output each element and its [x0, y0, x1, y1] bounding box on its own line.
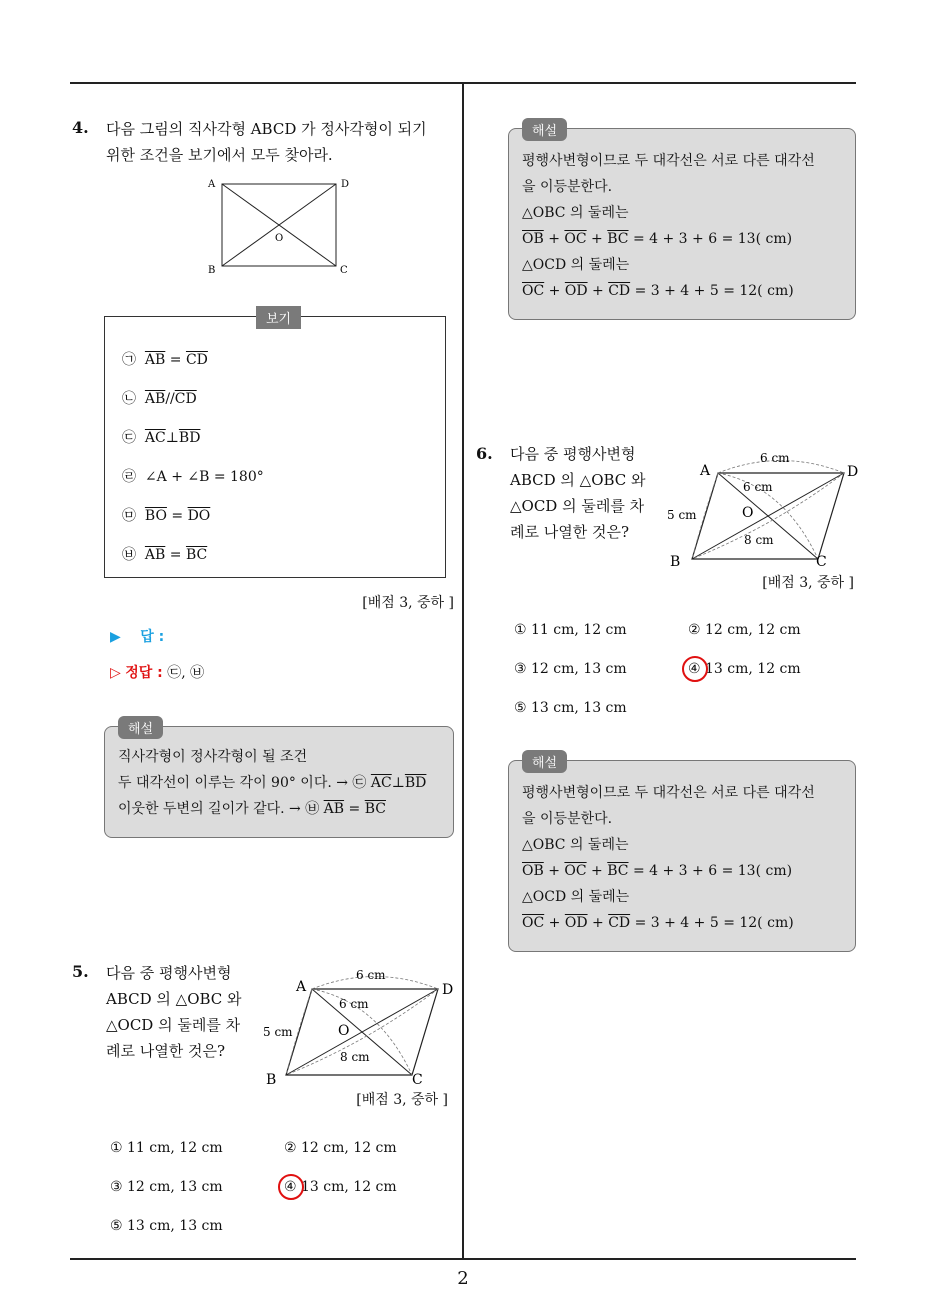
q5-choice-5[interactable]: ⑤ 13 cm, 13 cm [110, 1218, 223, 1234]
fig5-label-D: D [442, 982, 454, 998]
fig5-label-mid: 6 cm [339, 997, 369, 1011]
q6-exp-line1: 평행사변형이므로 두 대각선은 서로 다른 대각선 [522, 785, 815, 801]
fig6-label-bottom: 8 cm [744, 533, 774, 547]
q6-explanation-title: 해설 [522, 750, 567, 773]
page-number: 2 [457, 1268, 469, 1289]
question-6-number: 6. [476, 444, 493, 463]
fig5-label-top: 6 cm [356, 968, 386, 982]
q5-exp-line1: 평행사변형이므로 두 대각선은 서로 다른 대각선 [522, 153, 815, 169]
fig6-label-B: B [670, 554, 681, 570]
fig6-label-C: C [816, 554, 827, 570]
q4-exp-line1: 직사각형이 정사각형이 될 조건 [118, 749, 308, 765]
question-4-line1: 다음 그림의 직사각형 ABCD 가 정사각형이 되기 [106, 120, 427, 138]
question-5-number: 5. [72, 962, 89, 981]
question-5-line3: △OCD 의 둘레를 차 [106, 1016, 241, 1034]
question-4-number: 4. [72, 118, 89, 137]
q6-exp-line5: △OCD 의 둘레는 [522, 889, 630, 905]
question-5-tag: [배점 3, 중하 ] [356, 1092, 448, 1108]
q6-choice-5[interactable]: ⑤ 13 cm, 13 cm [514, 700, 627, 716]
question-5-line1: 다음 중 평행사변형 [106, 964, 232, 982]
q5-correct-circle-icon [278, 1174, 304, 1200]
fig4-label-A: A [208, 179, 216, 190]
correct-answer-row: ▷ 정답 : ㉢, ㉥ [110, 665, 205, 681]
q5-exp-line3: △OBC 의 둘레는 [522, 205, 629, 221]
question-5-line2: ABCD 의 △OBC 와 [106, 990, 242, 1008]
question-4-text [106, 116, 427, 168]
fig6-label-mid: 6 cm [743, 480, 773, 494]
q4-exp-line2: 두 대각선이 이루는 각이 90° 이다. → ㉢ $\overline{AC}\perp\overline{BD}$ [118, 775, 427, 791]
question-6-text [510, 441, 646, 545]
rectangle-figure [200, 172, 360, 280]
question-4-tag: [배점 3, 중하 ] [362, 595, 454, 611]
question-5-line4: 례로 나열한 것은? [106, 1042, 226, 1060]
question-4-line2: 위한 조건을 보기에서 모두 찾아라. [106, 146, 333, 164]
q6-exp-line4: $\overline{OB} + \overline{OC} + \overline{BC} = 4 + 3 + 6 = 13$( cm) [522, 863, 793, 879]
fig6-label-O: O [742, 505, 754, 521]
q5-choice-4[interactable]: ④ 13 cm, 12 cm [284, 1179, 397, 1195]
answer-row: ▶ 답 : [110, 629, 165, 645]
q6-choice-2[interactable]: ② 12 cm, 12 cm [688, 622, 801, 638]
q4-explanation-title: 해설 [118, 716, 163, 739]
bogi-title: 보기 [256, 306, 301, 329]
fig4-label-B: B [208, 265, 216, 276]
q5-exp-line5: △OCD 의 둘레는 [522, 257, 630, 273]
q5-exp-line4: $\overline{OB} + \overline{OC} + \overline{BC} = 4 + 3 + 6 = 13$( cm) [522, 231, 793, 247]
question-6-tag: [배점 3, 중하 ] [762, 575, 854, 591]
q5-explanation-title: 해설 [522, 118, 567, 141]
q6-exp-line6: $\overline{OC} + \overline{OD} + \overline{CD} = 3 + 4 + 5 = 12$( cm) [522, 915, 794, 931]
parallelogram-figure-5 [258, 962, 458, 1088]
bogi-item-4: ㉣ ∠A + ∠B = 180° [122, 469, 264, 485]
question-6-line2: ABCD 의 △OBC 와 [510, 471, 646, 489]
column-divider [462, 83, 464, 1259]
fig4-label-D: D [341, 179, 350, 190]
fig5-label-left: 5 cm [263, 1025, 293, 1039]
bogi-item-3: ㉢ $\overline{AC}\perp\overline{BD}$ [122, 430, 201, 446]
question-6-line3: △OCD 의 둘레를 차 [510, 497, 645, 515]
q6-exp-line3: △OBC 의 둘레는 [522, 837, 629, 853]
bogi-item-5: ㉤ $\overline{BO} = \overline{DO}$ [122, 508, 211, 524]
question-6-line1: 다음 중 평행사변형 [510, 445, 636, 463]
question-5-text [106, 960, 242, 1064]
fig5-label-A: A [296, 979, 307, 995]
fig5-label-O: O [338, 1023, 350, 1039]
fig6-label-top: 6 cm [760, 451, 790, 465]
fig5-label-B: B [266, 1072, 277, 1088]
question-6-line4: 례로 나열한 것은? [510, 523, 630, 541]
q4-exp-line3: 이웃한 두변의 길이가 같다. → ㉥ $\overline{AB} = \overline{BC}$ [118, 801, 386, 817]
bogi-item-2: ㉡ $\overline{AB}//\overline{CD}$ [122, 391, 197, 407]
q6-choice-3[interactable]: ③ 12 cm, 13 cm [514, 661, 627, 677]
bottom-rule [70, 1258, 856, 1260]
fig6-label-D: D [847, 464, 859, 480]
q5-choice-1[interactable]: ① 11 cm, 12 cm [110, 1140, 223, 1156]
bogi-item-6: ㉥ $\overline{AB} = \overline{BC}$ [122, 547, 208, 563]
fig5-label-C: C [412, 1072, 423, 1088]
q6-choice-4[interactable]: ④ 13 cm, 12 cm [688, 661, 801, 677]
q6-choice-1[interactable]: ① 11 cm, 12 cm [514, 622, 627, 638]
fig4-label-O: O [275, 233, 284, 244]
q5-exp-line6: $\overline{OC} + \overline{OD} + \overline{CD} = 3 + 4 + 5 = 12$( cm) [522, 283, 794, 299]
fig5-label-bottom: 8 cm [340, 1050, 370, 1064]
fig6-label-left: 5 cm [667, 508, 697, 522]
bogi-item-1: ㉠ $\overline{AB} = \overline{CD}$ [122, 352, 208, 368]
q5-choice-3[interactable]: ③ 12 cm, 13 cm [110, 1179, 223, 1195]
fig6-label-A: A [700, 463, 711, 479]
fig4-label-C: C [340, 265, 348, 276]
q6-exp-line2: 을 이등분한다. [522, 811, 613, 827]
q6-correct-circle-icon [682, 656, 708, 682]
answer-arrow-icon: ▶ [110, 629, 121, 645]
parallelogram-figure-6 [664, 446, 864, 572]
q5-exp-line2: 을 이등분한다. [522, 179, 613, 195]
correct-arrow-icon: ▷ [110, 665, 121, 681]
q5-choice-2[interactable]: ② 12 cm, 12 cm [284, 1140, 397, 1156]
